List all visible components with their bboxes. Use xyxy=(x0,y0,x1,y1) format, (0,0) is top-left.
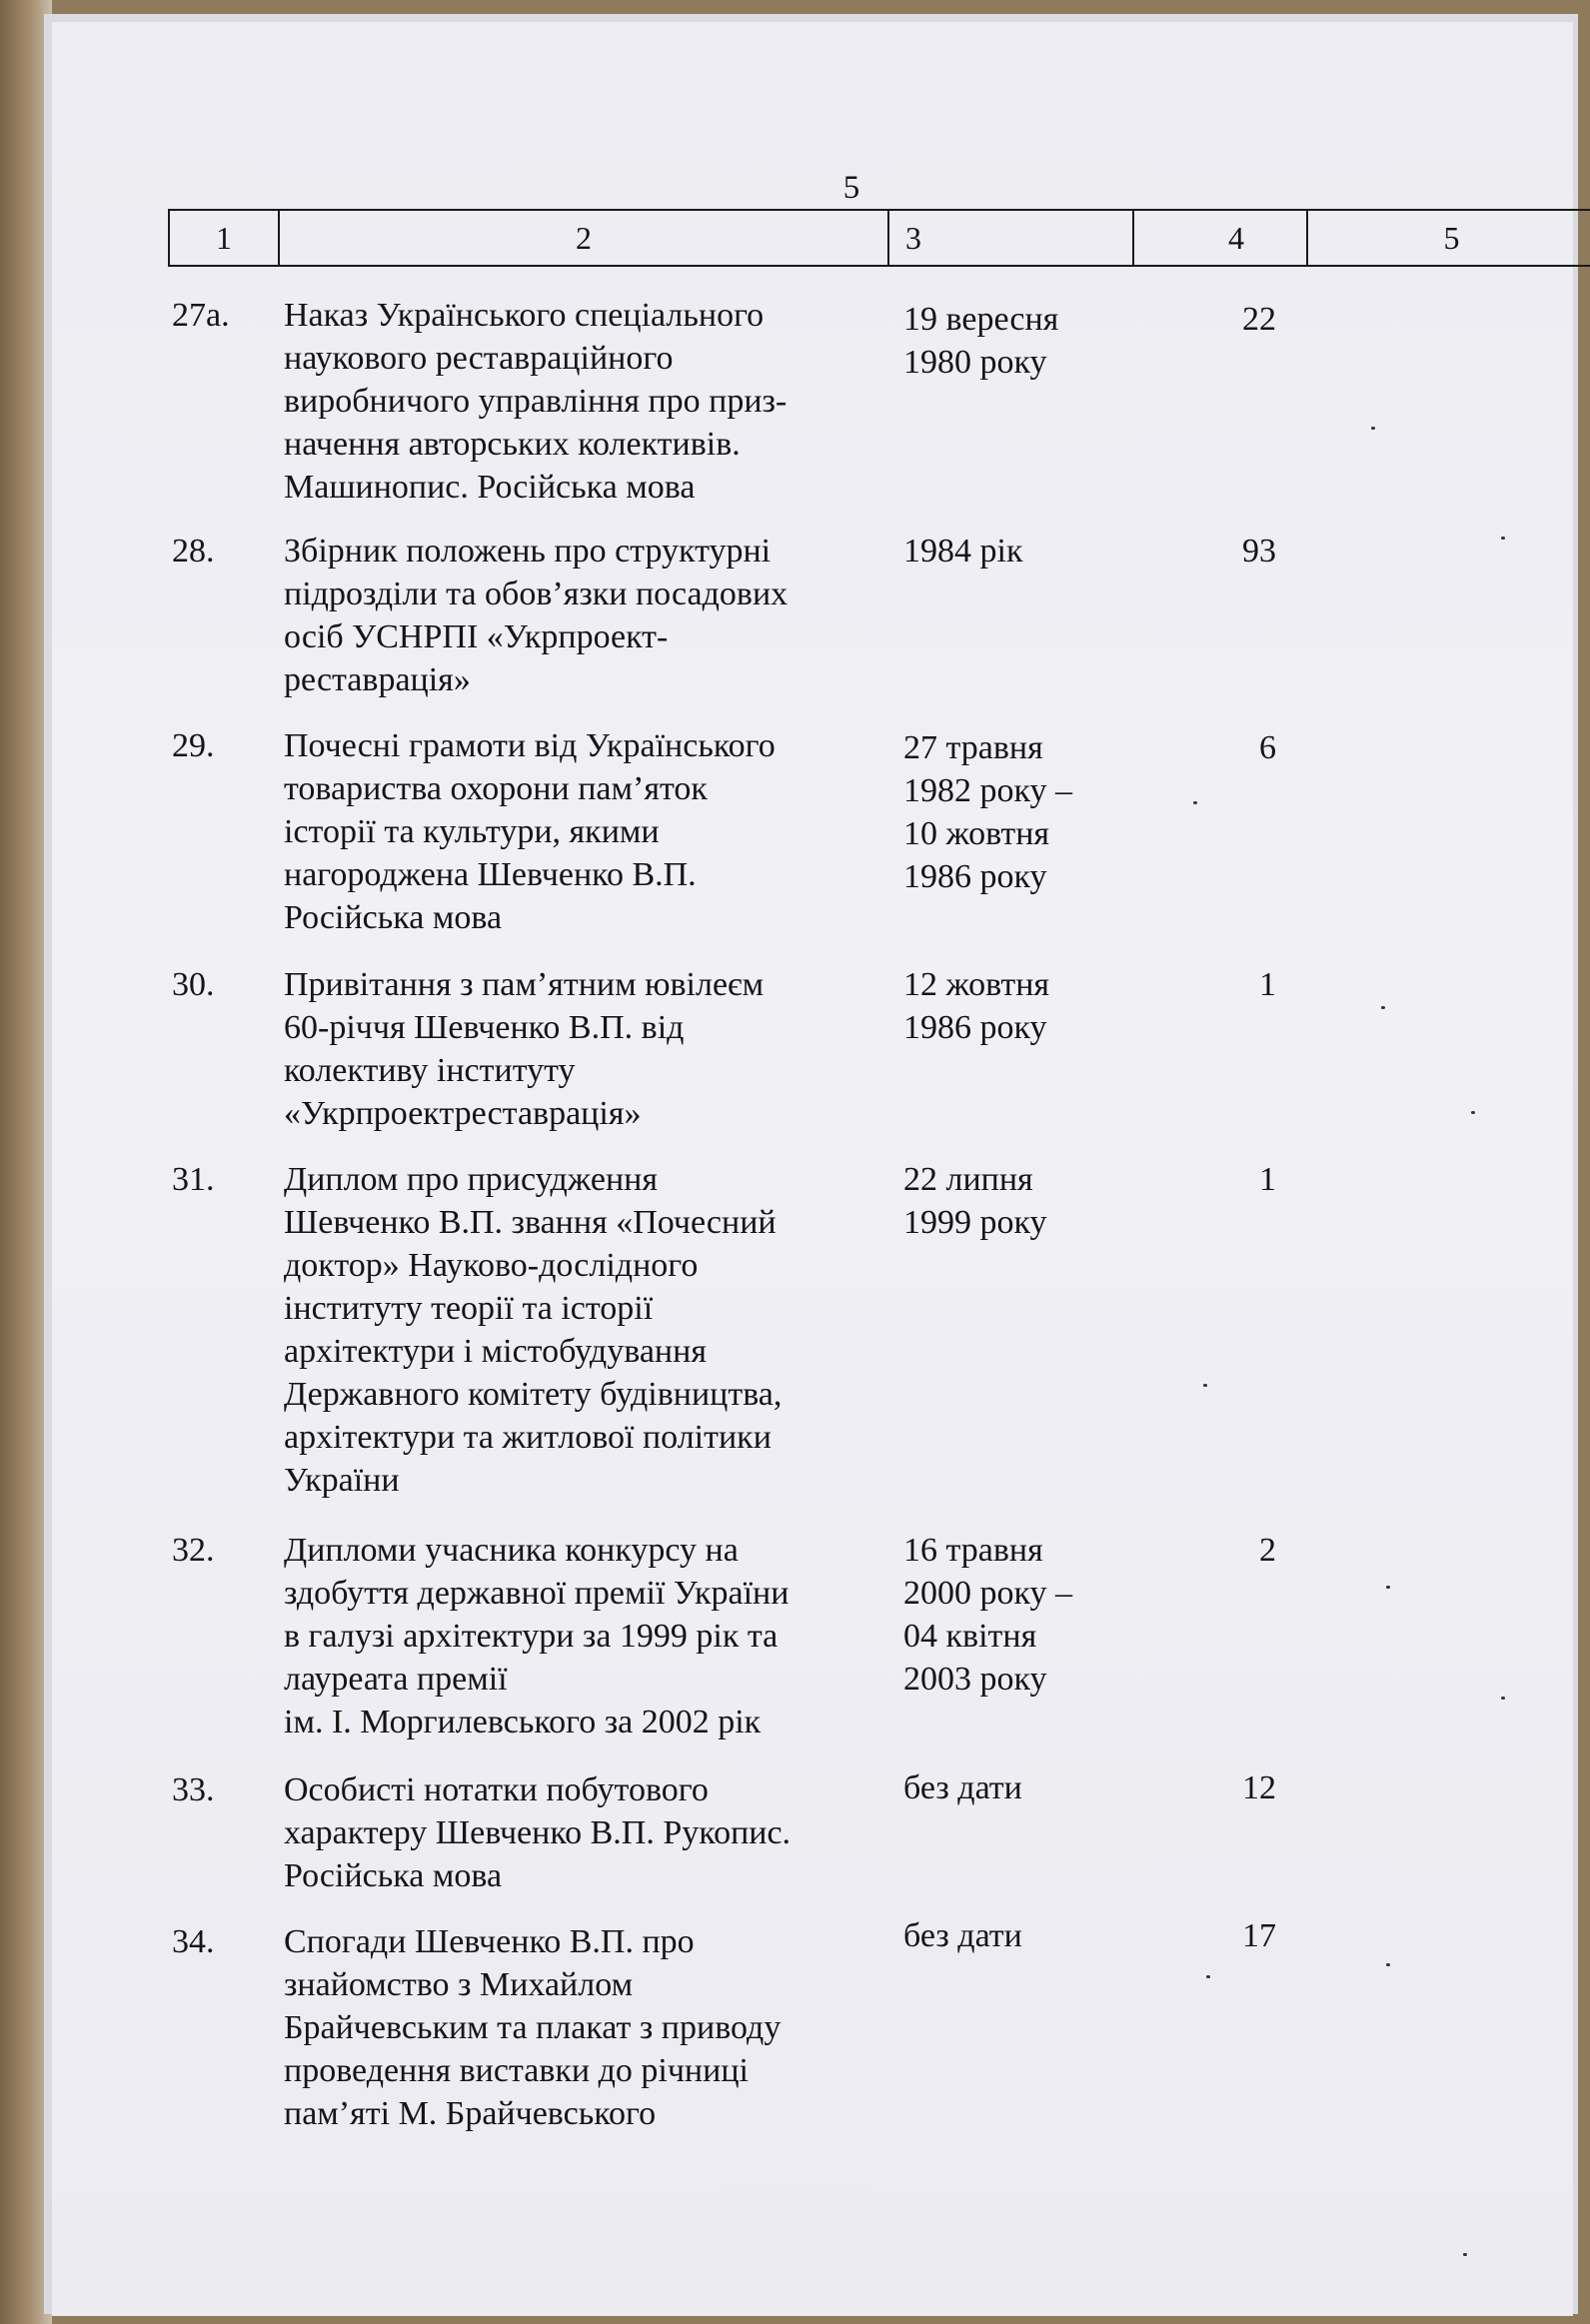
date-line: 12 жовтня xyxy=(903,966,1050,1003)
row-number: 34. xyxy=(172,1923,215,1960)
row-description xyxy=(284,1529,903,1743)
row-sheet-count: 1 xyxy=(1259,966,1276,1003)
page-number: 5 xyxy=(842,170,860,206)
description-line: Почесні грамоти від Українського xyxy=(284,727,776,764)
description-line: ім. І. Моргилевського за 2002 рік xyxy=(284,1704,762,1741)
description-line: Російська мова xyxy=(284,899,503,936)
description-line: наукового реставраційного xyxy=(284,340,674,377)
description-line: Державного комітету будівництва, xyxy=(284,1376,783,1413)
row-number: 30. xyxy=(172,966,215,1003)
date-line: 1980 року xyxy=(903,344,1047,381)
description-line: Наказ Українського спеціального xyxy=(284,297,765,334)
row-sheet-count: 6 xyxy=(1259,729,1276,766)
document-page xyxy=(52,22,1573,2316)
description-line: проведення виставки до річниці xyxy=(284,2052,749,2089)
description-line: Особисті нотатки побутового xyxy=(284,1771,709,1808)
date-line: 1982 року – xyxy=(903,772,1073,809)
date-line: 2000 року – xyxy=(903,1575,1073,1612)
row-date xyxy=(903,726,1143,898)
row-number: 27а. xyxy=(172,297,230,334)
ink-speck xyxy=(1386,1963,1390,1966)
row-number: 31. xyxy=(172,1161,215,1198)
row-description xyxy=(284,530,903,701)
date-line: 1984 рік xyxy=(903,533,1023,570)
description-line: лауреата премії xyxy=(284,1661,508,1698)
row-number: 29. xyxy=(172,727,215,764)
description-line: Спогади Шевченко В.П. про xyxy=(284,1923,695,1960)
description-line: Машинопис. Російська мова xyxy=(284,469,696,506)
ink-speck xyxy=(1381,1006,1385,1009)
header-col-2: 2 xyxy=(280,211,889,265)
description-line: інституту теорії та історії xyxy=(284,1290,654,1327)
row-sheet-count: 1 xyxy=(1259,1161,1276,1198)
ink-speck xyxy=(1371,427,1375,430)
ink-speck xyxy=(1203,1384,1207,1387)
description-line: пам’яті М. Брайчевського xyxy=(284,2095,657,2132)
description-line: нагороджена Шевченко В.П. xyxy=(284,856,697,893)
description-line: Брайчевським та плакат з приводу xyxy=(284,2009,782,2046)
description-line: колективу інституту xyxy=(284,1052,576,1089)
date-line: 22 липня xyxy=(903,1161,1033,1198)
row-description xyxy=(284,1158,903,1502)
date-line: 16 травня xyxy=(903,1532,1043,1569)
row-sheet-count: 22 xyxy=(1242,301,1276,338)
description-line: виробничого управління про приз- xyxy=(284,383,788,420)
description-line: Шевченко В.П. звання «Почесний xyxy=(284,1204,777,1241)
ink-speck xyxy=(1501,537,1505,540)
date-line: без дати xyxy=(903,1769,1022,1806)
description-line: доктор» Науково-дослідного xyxy=(284,1247,699,1284)
date-line: 10 жовтня xyxy=(903,815,1050,852)
row-date xyxy=(903,530,1143,573)
date-line: 04 квітня xyxy=(903,1618,1037,1655)
date-line: 1999 року xyxy=(903,1204,1047,1241)
date-line: 1986 року xyxy=(903,858,1047,895)
header-col-4: 4 xyxy=(1134,211,1308,265)
header-col-1: 1 xyxy=(170,211,280,265)
row-description xyxy=(284,724,903,939)
date-line: 19 вересня xyxy=(903,301,1059,338)
description-line: Дипломи учасника конкурсу на xyxy=(284,1532,739,1569)
description-line: товариства охорони пам’яток xyxy=(284,770,708,807)
description-line: в галузі архітектури за 1999 рік та xyxy=(284,1618,779,1655)
description-line: архітектури та житлової політики xyxy=(284,1419,772,1456)
row-date xyxy=(903,1529,1143,1701)
row-sheet-count: 12 xyxy=(1242,1769,1276,1806)
description-line: підрозділи та обов’язки посадових xyxy=(284,576,789,612)
description-line: Привітання з пам’ятним ювілеєм xyxy=(284,966,765,1003)
description-line: Російська мова xyxy=(284,1857,503,1894)
row-date xyxy=(903,963,1143,1049)
row-number: 28. xyxy=(172,533,215,570)
description-line: історії та культури, якими xyxy=(284,813,660,850)
row-description xyxy=(284,963,903,1135)
table-header xyxy=(168,209,1590,267)
row-date xyxy=(903,1914,1143,1957)
description-line: характеру Шевченко В.П. Рукопис. xyxy=(284,1814,792,1851)
row-number: 32. xyxy=(172,1532,215,1569)
description-line: знайомство з Михайлом xyxy=(284,1966,634,2003)
row-date xyxy=(903,1766,1143,1809)
row-date xyxy=(903,298,1143,384)
row-sheet-count: 17 xyxy=(1242,1917,1276,1954)
date-line: 2003 року xyxy=(903,1661,1047,1698)
description-line: Збірник положень про структурні xyxy=(284,533,772,570)
description-line: осіб УСНРПІ «Укрпроект- xyxy=(284,618,669,655)
ink-speck xyxy=(1463,2253,1467,2256)
ink-speck xyxy=(1386,1586,1390,1589)
description-line: архітектури і містобудування xyxy=(284,1333,707,1370)
ink-speck xyxy=(1471,1111,1475,1114)
header-col-3: 3 xyxy=(889,211,1134,265)
description-line: начення авторських колективів. xyxy=(284,426,741,463)
row-description xyxy=(284,1920,903,2135)
header-col-5: 5 xyxy=(1443,220,1460,256)
ink-speck xyxy=(1206,1975,1210,1978)
date-line: без дати xyxy=(903,1917,1022,1954)
ink-speck xyxy=(1193,801,1197,804)
ink-speck xyxy=(1501,1697,1505,1700)
row-sheet-count: 93 xyxy=(1242,533,1276,570)
description-line: 60-річчя Шевченко В.П. від xyxy=(284,1009,685,1046)
description-line: України xyxy=(284,1462,400,1499)
description-line: «Укрпроектреставрація» xyxy=(284,1095,642,1132)
row-description xyxy=(284,294,903,509)
description-line: реставрація» xyxy=(284,661,471,698)
description-line: Диплом про присудження xyxy=(284,1161,658,1198)
date-line: 27 травня xyxy=(903,729,1043,766)
row-sheet-count: 2 xyxy=(1259,1532,1276,1569)
row-number: 33. xyxy=(172,1771,215,1808)
description-line: здобуття державної премії України xyxy=(284,1575,790,1612)
row-date xyxy=(903,1158,1143,1244)
date-line: 1986 року xyxy=(903,1009,1047,1046)
row-description xyxy=(284,1768,903,1897)
